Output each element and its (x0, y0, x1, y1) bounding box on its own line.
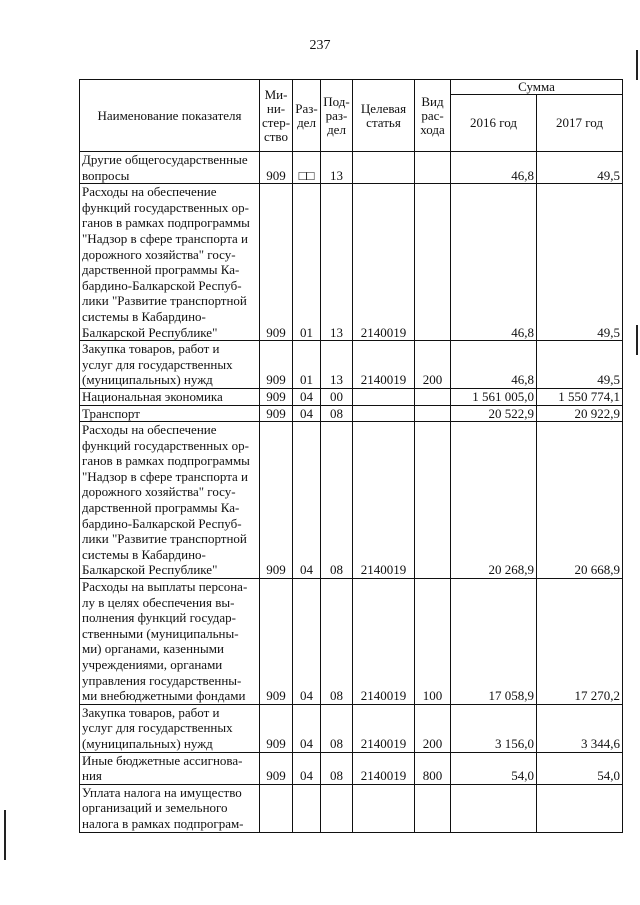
cell-2016: 1 561 005,0 (451, 388, 537, 405)
cell-expense-type (415, 184, 451, 341)
cell-section: 01 (293, 184, 321, 341)
cell-2016: 20 268,9 (451, 422, 537, 579)
cell-ministry: 909 (260, 752, 293, 784)
cell-expense-type: 800 (415, 752, 451, 784)
cell-name: Другие общегосударственные вопросы (80, 152, 260, 184)
cell-2017: 1 550 774,1 (537, 388, 623, 405)
cell-section: 04 (293, 422, 321, 579)
cell-2016: 46,8 (451, 152, 537, 184)
table-row (80, 341, 623, 389)
cell-2016: 17 058,9 (451, 579, 537, 705)
cell-name: Расходы на обеспечение функций государственных ор- ганов в рамках подпрограммы "Надзор в сфере транспорта и дорожного хозяйства" госу- дарственной программы Ка- бардино-Балкарской Респуб- лики "Развитие транспортной системы в Кабардино- Балкарской Республике" (80, 184, 260, 341)
cell-subsection: 13 (321, 152, 353, 184)
cell-subsection: 08 (321, 704, 353, 752)
cell-2017: 17 270,2 (537, 579, 623, 705)
cell-subsection: 13 (321, 184, 353, 341)
cell-name: Закупка товаров, работ и услуг для государственных (муниципальных) нужд (80, 704, 260, 752)
cell-2017: 49,5 (537, 184, 623, 341)
cell-target: 2140019 (353, 704, 415, 752)
cell-target (353, 388, 415, 405)
cell-ministry: 909 (260, 422, 293, 579)
header-expense-type: Вид рас- хода (415, 80, 451, 152)
cell-name: Закупка товаров, работ и услуг для государственных (муниципальных) нужд (80, 341, 260, 389)
cell-expense-type: 200 (415, 704, 451, 752)
cell-section (293, 784, 321, 832)
cell-expense-type (415, 422, 451, 579)
cell-subsection (321, 784, 353, 832)
page-number: 237 (309, 38, 331, 53)
header-year-2016: 2016 год (451, 95, 537, 152)
cell-2017: 49,5 (537, 341, 623, 389)
cell-2016: 46,8 (451, 184, 537, 341)
table-row (80, 704, 623, 752)
cell-ministry: 909 (260, 184, 293, 341)
cell-ministry: 909 (260, 704, 293, 752)
cell-ministry: 909 (260, 405, 293, 422)
cell-section: 04 (293, 579, 321, 705)
cell-section: 04 (293, 388, 321, 405)
cell-2016: 46,8 (451, 341, 537, 389)
cell-subsection: 08 (321, 752, 353, 784)
table-row (80, 579, 623, 705)
cell-expense-type (415, 388, 451, 405)
cell-ministry: 909 (260, 388, 293, 405)
cell-subsection: 08 (321, 579, 353, 705)
table-row (80, 388, 623, 405)
cell-2017: 20 922,9 (537, 405, 623, 422)
cell-2017: 20 668,9 (537, 422, 623, 579)
cell-name: Иные бюджетные ассигнова- ния (80, 752, 260, 784)
cell-2017 (537, 784, 623, 832)
cell-ministry: 909 (260, 579, 293, 705)
cell-section: 01 (293, 341, 321, 389)
cell-2017: 49,5 (537, 152, 623, 184)
header-name: Наименование показателя (80, 80, 260, 152)
cell-target (353, 152, 415, 184)
table-row (80, 152, 623, 184)
cell-expense-type: 200 (415, 341, 451, 389)
table-row (80, 752, 623, 784)
cell-2017: 54,0 (537, 752, 623, 784)
cell-subsection: 08 (321, 405, 353, 422)
cell-2016: 20 522,9 (451, 405, 537, 422)
cell-expense-type: 100 (415, 579, 451, 705)
cell-section: □□ (293, 152, 321, 184)
cell-section: 04 (293, 704, 321, 752)
table-body (80, 152, 623, 833)
cell-section: 04 (293, 405, 321, 422)
cell-name: Транспорт (80, 405, 260, 422)
right-edge-mark-mid (636, 325, 638, 355)
cell-target: 2140019 (353, 341, 415, 389)
cell-2017: 3 344,6 (537, 704, 623, 752)
cell-ministry: 909 (260, 152, 293, 184)
cell-target: 2140019 (353, 184, 415, 341)
cell-target (353, 784, 415, 832)
cell-ministry: 909 (260, 341, 293, 389)
cell-target (353, 405, 415, 422)
cell-ministry (260, 784, 293, 832)
cell-target: 2140019 (353, 752, 415, 784)
table-row (80, 184, 623, 341)
header-ministry: Ми- ни- стер- ство (260, 80, 293, 152)
cell-2016 (451, 784, 537, 832)
cell-2016: 54,0 (451, 752, 537, 784)
cell-section: 04 (293, 752, 321, 784)
table-header (80, 80, 623, 152)
cell-name: Расходы на выплаты персона- лу в целях обеспечения вы- полнения функций государ- ственными (муниципальны- ми) органами, казенными учреждениями, органами управления государственны- ми внебюджетными фондами (80, 579, 260, 705)
header-sum: Сумма (451, 80, 623, 95)
cell-expense-type (415, 405, 451, 422)
table-row-partial (80, 784, 623, 832)
cell-2016: 3 156,0 (451, 704, 537, 752)
cell-name: Расходы на обеспечение функций государственных ор- ганов в рамках подпрограммы "Надзор в сфере транспорта и дорожного хозяйства" госу- дарственной программы Ка- бардино-Балкарской Респуб- лики "Развитие транспортной системы в Кабардино- Балкарской Республике" (80, 422, 260, 579)
cell-target: 2140019 (353, 579, 415, 705)
cell-name: Национальная экономика (80, 388, 260, 405)
cell-subsection: 00 (321, 388, 353, 405)
table-row (80, 422, 623, 579)
header-year-2017: 2017 год (537, 95, 623, 152)
left-edge-mark-bottom (4, 810, 6, 860)
cell-name: Уплата налога на имущество организаций и земельного налога в рамках подпрограм- (80, 784, 260, 832)
right-edge-mark-top (636, 50, 638, 80)
cell-target: 2140019 (353, 422, 415, 579)
cell-subsection: 08 (321, 422, 353, 579)
cell-subsection: 13 (321, 341, 353, 389)
budget-table (79, 79, 623, 833)
table-row (80, 405, 623, 422)
cell-expense-type (415, 152, 451, 184)
header-section: Раз- дел (293, 80, 321, 152)
cell-expense-type (415, 784, 451, 832)
header-subsection: Под- раз- дел (321, 80, 353, 152)
header-target: Целевая статья (353, 80, 415, 152)
